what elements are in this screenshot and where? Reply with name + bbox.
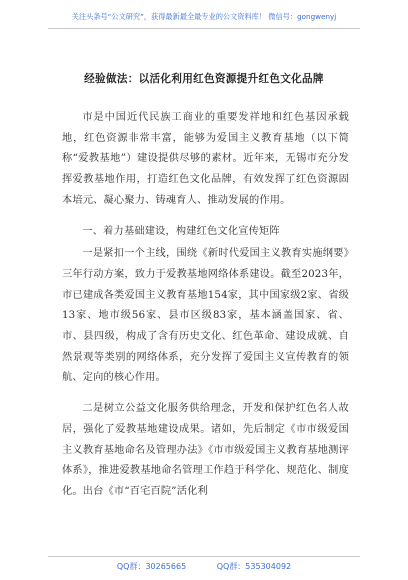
footer-promo xyxy=(0,561,408,572)
qq-group-2: QQ群：535304092 xyxy=(216,562,292,571)
body-paragraph: 一是紧扣一个主线，围绕《新时代爱国主义教育实施纲要》三年行动方案，致力于爱教基地网络体系建设。截至2023年，市已建成各类爱国主义教育基地154家，其中国家级2家、省级13家、地市级56家、县市区级83家，基本涵盖国家、省、市、县四级，构成了含有历史文化、红色革命、建设成就、自然景观等类别的网络体系，充分发挥了爱国主义宣传教育的领航、定向的核心作用。 xyxy=(62,248,349,384)
qq-group-1: QQ群：30265665 xyxy=(116,562,187,571)
document-title: 经验做法：以活化利用红色资源提升红色文化品牌 xyxy=(84,73,324,85)
section-heading: 一、着力基础建设，构建红色文化宣传矩阵 xyxy=(82,225,280,237)
document-body xyxy=(62,108,349,513)
body-paragraph: 二是树立公益文化服务供给理念，开发和保护红色名人故居，强化了爱教基地建设成果。诸如，先后制定《市市级爱国主义教育基地命名及管理办法》《市市级爱国主义教育基地测评体系》，推进爱教基地命名管理工作趋于科学化、规范化、制度化。出台《市“百宅百院”活化利 xyxy=(62,403,349,497)
header-promo-text: 关注头条号“公文研究”，获得最新最全最专业的公文资料库！ 微信号：gongwenyj xyxy=(71,12,337,21)
intro-paragraph: 市是中国近代民族工商业的重要发祥地和红色基因承载地，红色资源非常丰富，能够为爱国主义教育基地（以下简称“爱教基地”）建设提供尽够的素材。近年来，无锡市充分发挥爱教基地作用，打造红色文化品牌，有效发挥了红色资源固本培元、凝心聚力、铸魂育人、推动发展的作用。 xyxy=(62,112,349,206)
footer-divider xyxy=(48,556,360,557)
header-divider xyxy=(48,28,360,29)
